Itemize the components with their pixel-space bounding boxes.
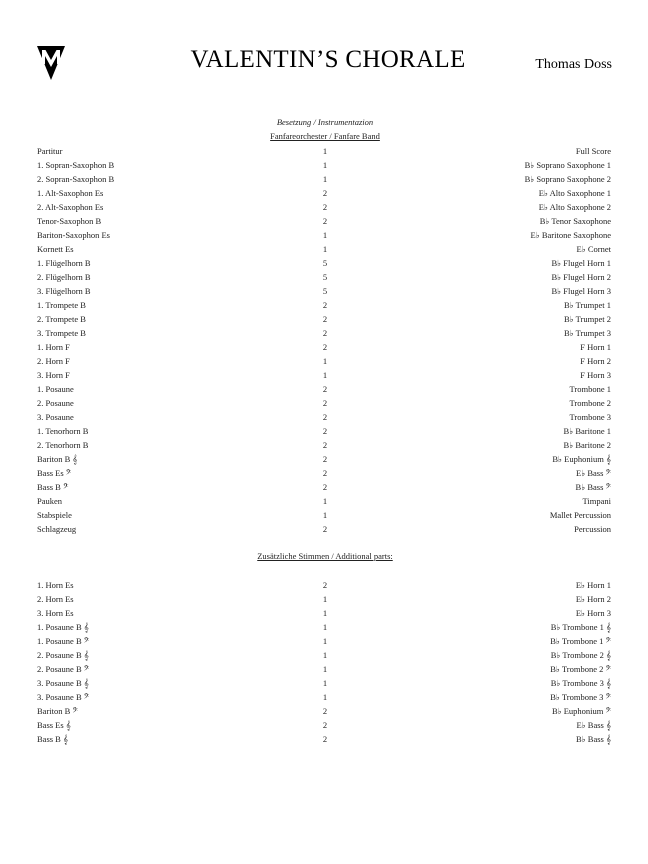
part-name-en: F Horn 3 (580, 370, 611, 380)
part-row (0, 340, 648, 354)
part-name-en: B♭ Trombone 1 𝄢 (550, 636, 611, 646)
part-quantity: 2 (322, 706, 328, 716)
part-name-en: B♭ Flugel Horn 3 (551, 286, 611, 296)
part-row (0, 382, 648, 396)
part-name-de: 1. Posaune B 𝄢 (37, 636, 90, 646)
part-quantity: 1 (322, 608, 328, 618)
part-name-en: B♭ Trumpet 3 (564, 328, 611, 338)
part-name-de: 1. Tenorhorn B (37, 426, 89, 436)
part-name-en: F Horn 2 (580, 356, 611, 366)
part-quantity: 1 (322, 370, 328, 380)
part-quantity: 1 (322, 356, 328, 366)
part-row (0, 410, 648, 424)
part-name-en: B♭ Trombone 2 𝄞 (550, 650, 611, 660)
part-row (0, 312, 648, 326)
part-quantity: 5 (322, 272, 328, 282)
part-name-en: B♭ Trombone 3 𝄢 (550, 692, 611, 702)
part-name-en: B♭ Trumpet 1 (564, 300, 611, 310)
part-row (0, 718, 648, 732)
part-row (0, 326, 648, 340)
part-quantity: 2 (322, 720, 328, 730)
part-name-en: B♭ Bass 𝄞 (575, 734, 611, 744)
part-name-en: B♭ Soprano Saxophone 2 (524, 174, 611, 184)
part-name-de: 2. Flügelhorn B (37, 272, 91, 282)
part-quantity: 1 (322, 692, 328, 702)
part-name-de: Tenor-Saxophon B (37, 216, 102, 226)
composer-name: Thomas Doss (535, 57, 612, 72)
part-row (0, 606, 648, 620)
part-row (0, 158, 648, 172)
part-row (0, 270, 648, 284)
part-name-de: 1. Alt-Saxophon Es (37, 188, 104, 198)
part-quantity: 1 (322, 510, 328, 520)
part-row (0, 228, 648, 242)
part-quantity: 1 (322, 174, 328, 184)
part-quantity: 5 (322, 286, 328, 296)
part-quantity: 2 (322, 314, 328, 324)
additional-parts-heading: Zusätzliche Stimmen / Additional parts: (257, 551, 393, 561)
part-name-de: Kornett Es (37, 244, 74, 254)
part-row (0, 452, 648, 466)
part-quantity: 2 (322, 342, 328, 352)
part-row (0, 396, 648, 410)
part-row (0, 732, 648, 746)
part-name-de: 1. Flügelhorn B (37, 258, 91, 268)
part-quantity: 2 (322, 468, 328, 478)
part-quantity: 2 (322, 524, 328, 534)
part-quantity: 5 (322, 258, 328, 268)
part-name-de: 3. Posaune B 𝄢 (37, 692, 90, 702)
part-quantity: 2 (322, 482, 328, 492)
part-name-en: B♭ Soprano Saxophone 1 (524, 160, 611, 170)
part-quantity: 2 (322, 300, 328, 310)
part-name-en: E♭ Horn 2 (575, 594, 611, 604)
part-name-en: E♭ Baritone Saxophone (530, 230, 611, 240)
part-name-de: Bass Es 𝄢 (37, 468, 72, 478)
part-name-de: 2. Horn F (37, 356, 70, 366)
part-name-en: B♭ Trombone 2 𝄢 (550, 664, 611, 674)
part-name-en: Trombone 1 (569, 384, 611, 394)
part-name-de: 2. Sopran-Saxophon B (37, 174, 115, 184)
part-name-en: B♭ Euphonium 𝄢 (551, 706, 611, 716)
part-quantity: 2 (322, 412, 328, 422)
part-row (0, 438, 648, 452)
part-name-en: Percussion (574, 524, 611, 534)
part-quantity: 2 (322, 202, 328, 212)
part-name-de: Pauken (37, 496, 63, 506)
part-name-en: B♭ Baritone 1 (563, 426, 611, 436)
part-quantity: 1 (322, 664, 328, 674)
part-name-de: 2. Horn Es (37, 594, 74, 604)
part-name-de: 3. Horn Es (37, 608, 74, 618)
part-row (0, 690, 648, 704)
part-name-en: Trombone 2 (569, 398, 611, 408)
part-row (0, 368, 648, 382)
part-name-de: Bass B 𝄢 (37, 482, 69, 492)
part-row (0, 466, 648, 480)
part-name-de: 1. Sopran-Saxophon B (37, 160, 115, 170)
part-name-en: B♭ Tenor Saxophone (539, 216, 611, 226)
part-row (0, 256, 648, 270)
part-row (0, 172, 648, 186)
part-row (0, 578, 648, 592)
part-name-en: B♭ Flugel Horn 1 (551, 258, 611, 268)
part-name-de: 1. Trompete B (37, 300, 86, 310)
part-name-en: F Horn 1 (580, 342, 611, 352)
part-row (0, 284, 648, 298)
part-name-de: 2. Posaune B 𝄢 (37, 664, 90, 674)
part-row (0, 242, 648, 256)
part-row (0, 620, 648, 634)
part-name-en: E♭ Horn 3 (575, 608, 611, 618)
part-quantity: 1 (322, 230, 328, 240)
part-name-en: B♭ Euphonium 𝄞 (552, 454, 611, 464)
part-name-en: E♭ Alto Saxophone 1 (538, 188, 611, 198)
part-row (0, 200, 648, 214)
part-name-en: E♭ Cornet (576, 244, 611, 254)
piece-title: VALENTIN’S CHORALE (190, 46, 466, 73)
part-name-en: E♭ Horn 1 (575, 580, 611, 590)
part-name-en: B♭ Bass 𝄢 (575, 482, 611, 492)
part-name-en: E♭ Bass 𝄞 (576, 720, 611, 730)
part-row (0, 144, 648, 158)
part-row (0, 634, 648, 648)
part-quantity: 2 (322, 328, 328, 338)
part-quantity: 1 (322, 678, 328, 688)
part-row (0, 186, 648, 200)
part-quantity: 1 (322, 636, 328, 646)
part-name-de: Bariton-Saxophon Es (37, 230, 110, 240)
part-row (0, 494, 648, 508)
instrumentation-list (0, 144, 648, 536)
part-row (0, 298, 648, 312)
part-row (0, 508, 648, 522)
part-name-en: B♭ Trombone 1 𝄞 (550, 622, 611, 632)
part-quantity: 2 (322, 188, 328, 198)
part-name-de: Schlagzeug (37, 524, 77, 534)
part-row (0, 522, 648, 536)
part-row (0, 480, 648, 494)
part-name-de: 2. Posaune (37, 398, 74, 408)
part-name-de: 3. Posaune B 𝄞 (37, 678, 89, 688)
instrumentation-label: Besetzung / Instrumentazion (276, 117, 374, 127)
part-name-de: 3. Trompete B (37, 328, 86, 338)
part-quantity: 2 (322, 384, 328, 394)
part-name-de: Bariton B 𝄞 (37, 454, 78, 464)
part-quantity: 1 (322, 594, 328, 604)
part-quantity: 2 (322, 734, 328, 744)
part-row (0, 214, 648, 228)
part-name-en: B♭ Flugel Horn 2 (551, 272, 611, 282)
part-row (0, 354, 648, 368)
part-name-en: Mallet Percussion (549, 510, 611, 520)
part-name-de: Partitur (37, 146, 63, 156)
part-name-de: 1. Horn Es (37, 580, 74, 590)
part-name-de: 1. Horn F (37, 342, 70, 352)
part-name-en: Timpani (582, 496, 611, 506)
part-name-en: E♭ Bass 𝄢 (576, 468, 611, 478)
part-name-en: B♭ Trombone 3 𝄞 (550, 678, 611, 688)
part-name-en: Trombone 3 (569, 412, 611, 422)
part-name-en: B♭ Trumpet 2 (564, 314, 611, 324)
part-row (0, 592, 648, 606)
part-name-de: Bariton B 𝄢 (37, 706, 78, 716)
part-row (0, 662, 648, 676)
part-name-de: 2. Alt-Saxophon Es (37, 202, 104, 212)
part-quantity: 2 (322, 216, 328, 226)
part-name-de: 2. Posaune B 𝄞 (37, 650, 89, 660)
part-name-de: Bass B 𝄞 (37, 734, 69, 744)
part-quantity: 2 (322, 398, 328, 408)
part-quantity: 1 (322, 244, 328, 254)
part-quantity: 2 (322, 454, 328, 464)
part-name-de: 3. Horn F (37, 370, 70, 380)
part-name-de: Bass Es 𝄞 (37, 720, 71, 730)
part-name-de: Stabspiele (37, 510, 72, 520)
part-quantity: 2 (322, 440, 328, 450)
part-name-en: E♭ Alto Saxophone 2 (538, 202, 611, 212)
part-quantity: 1 (322, 650, 328, 660)
additional-parts-list (0, 578, 648, 746)
part-quantity: 2 (322, 426, 328, 436)
band-heading: Fanfareorchester / Fanfare Band (270, 131, 380, 141)
part-row (0, 648, 648, 662)
part-name-en: Full Score (575, 146, 611, 156)
part-quantity: 1 (322, 622, 328, 632)
part-quantity: 1 (322, 160, 328, 170)
part-name-de: 3. Posaune (37, 412, 74, 422)
part-name-de: 2. Tenorhorn B (37, 440, 89, 450)
part-quantity: 2 (322, 580, 328, 590)
part-row (0, 704, 648, 718)
part-name-de: 3. Flügelhorn B (37, 286, 91, 296)
part-row (0, 424, 648, 438)
part-quantity: 1 (322, 496, 328, 506)
part-name-en: B♭ Baritone 2 (563, 440, 611, 450)
part-name-de: 1. Posaune B 𝄞 (37, 622, 89, 632)
part-row (0, 676, 648, 690)
part-name-de: 2. Trompete B (37, 314, 86, 324)
part-quantity: 1 (322, 146, 328, 156)
part-name-de: 1. Posaune (37, 384, 74, 394)
